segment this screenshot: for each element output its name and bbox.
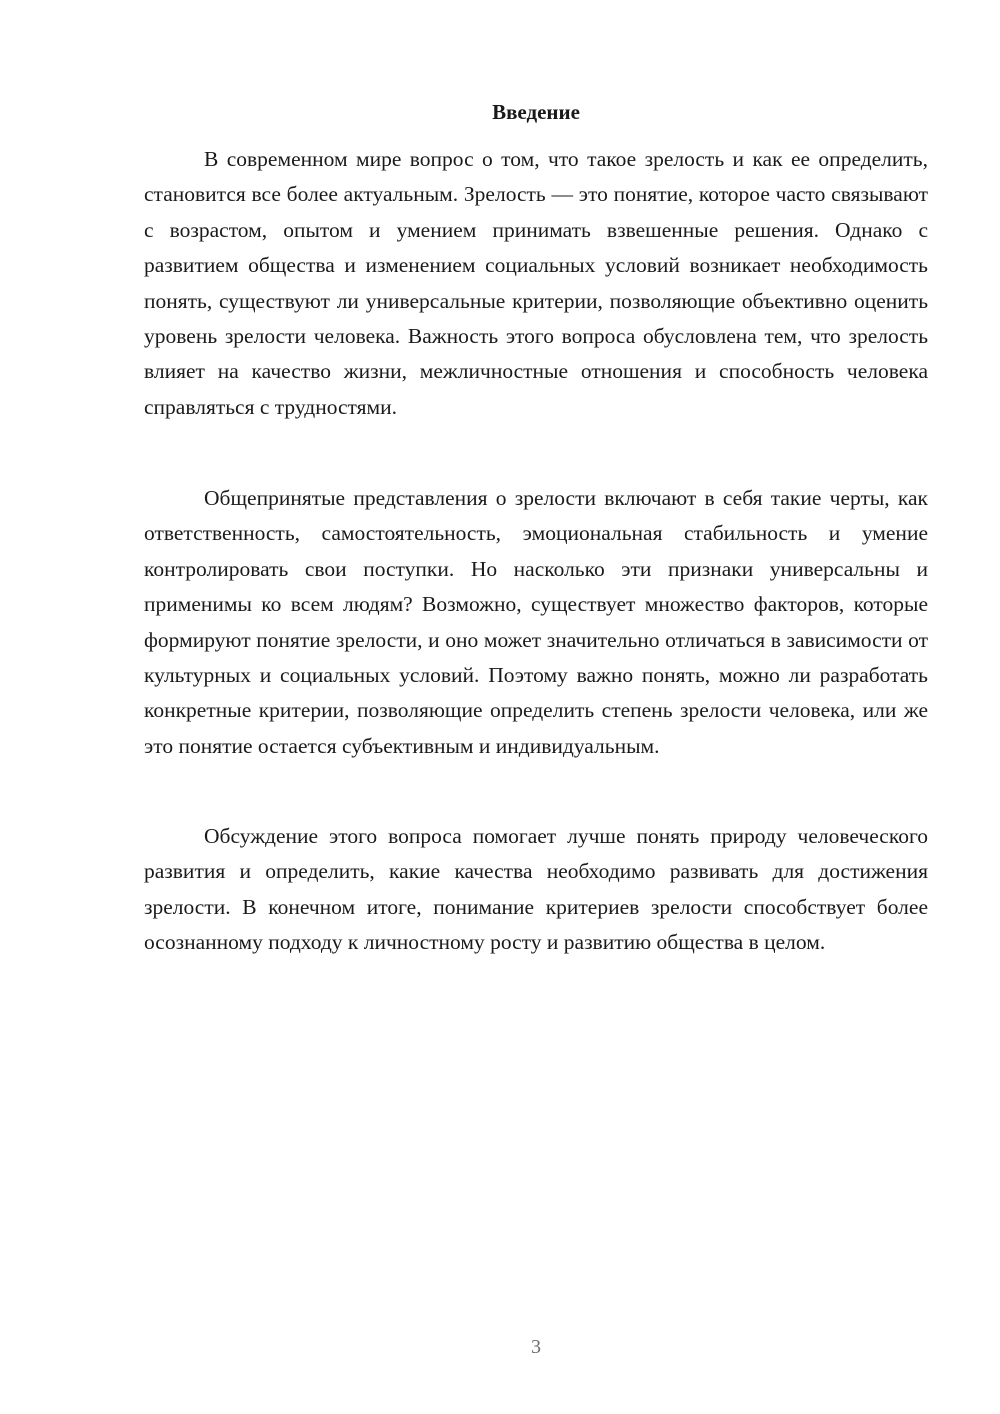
body-paragraph-1 xyxy=(144,142,928,425)
paragraph-text: Обсуждение этого вопроса помогает лучше понять природу человеческого развития и определить, какие качества необходимо развивать для достижения зрелости. В конечном итоге, понимание критериев зрелости способствует более осознанному подходу к личностному росту и развитию общества в целом. xyxy=(144,824,928,955)
body-paragraph-3 xyxy=(144,819,928,961)
body-paragraph-2 xyxy=(144,481,928,764)
paragraph-text: Общепринятые представления о зрелости включают в себя такие черты, как ответственность, самостоятельность, эмоциональная стабильность и умение контролировать свои поступки. Но насколько эти признаки универсальны и применимы ко всем людям? Возможно, существует множество факторов, которые формируют понятие зрелости, и оно может значительно отличаться в зависимости от культурных и социальных условий. Поэтому важно понять, можно ли разработать конкретные критерии, позволяющие определить степень зрелости человека, или же это понятие остается субъективным и индивидуальным. xyxy=(144,486,928,758)
section-title: Введение xyxy=(492,100,580,124)
paragraph-text: В современном мире вопрос о том, что такое зрелость и как ее определить, становится все более актуальным. Зрелость — это понятие, которое часто связывают с возрастом, опытом и умением принимать взвешенные решения. Однако с развитием общества и изменением социальных условий возникает необходимость понять, существуют ли универсальные критерии, позволяющие объективно оценить уровень зрелости человека. Важность этого вопроса обусловлена тем, что зрелость влияет на качество жизни, межличностные отношения и способность человека справляться с трудностями. xyxy=(144,147,928,419)
page-number: 3 xyxy=(531,1336,541,1358)
